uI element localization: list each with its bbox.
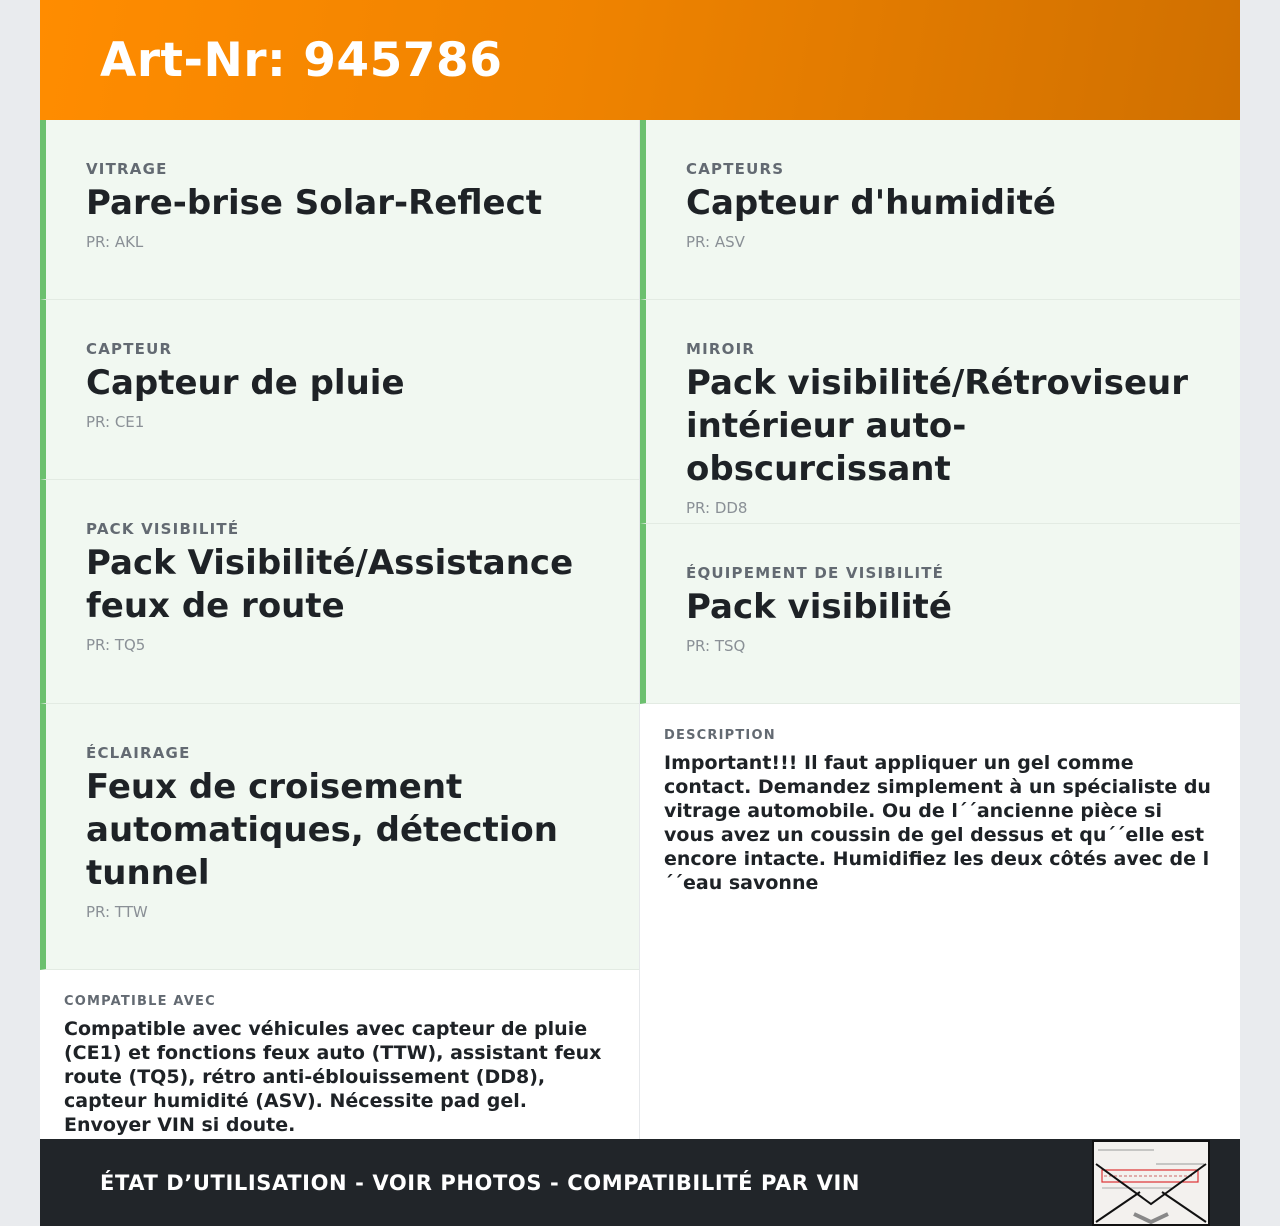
feature-card-eclairage bbox=[40, 704, 639, 970]
feature-pr-code: PR: TTW bbox=[86, 903, 148, 921]
envelope-icon bbox=[1094, 1142, 1208, 1224]
feature-category: ÉCLAIRAGE bbox=[86, 744, 191, 762]
compatibility-label: COMPATIBLE AVEC bbox=[64, 994, 216, 1009]
feature-title: Pare-brise Solar-Reflect bbox=[86, 183, 543, 223]
feature-card-capteur bbox=[40, 300, 639, 480]
feature-card-pack-visibilite bbox=[40, 480, 639, 704]
feature-card-miroir bbox=[640, 300, 1240, 524]
article-number-title: Art-Nr: 945786 bbox=[100, 32, 503, 88]
feature-card-vitrage bbox=[40, 120, 639, 300]
feature-card-capteurs bbox=[640, 120, 1240, 300]
feature-title: Feux de croisement automatiques, détection tunnel bbox=[86, 767, 558, 893]
feature-pr-code: PR: ASV bbox=[686, 233, 745, 251]
feature-category: CAPTEUR bbox=[86, 340, 173, 358]
feature-category: MIROIR bbox=[686, 340, 756, 358]
document-thumbnail-image bbox=[1092, 1140, 1210, 1226]
description-section bbox=[640, 704, 1240, 895]
features-column-right bbox=[640, 120, 1240, 1139]
feature-card-equipement-visibilite bbox=[640, 524, 1240, 704]
feature-title: Pack visibilité bbox=[686, 587, 952, 627]
feature-pr-code: PR: TQ5 bbox=[86, 636, 146, 654]
feature-pr-code: PR: TSQ bbox=[686, 637, 746, 655]
header-banner bbox=[40, 0, 1240, 120]
description-label: DESCRIPTION bbox=[664, 728, 776, 743]
compatibility-text: Compatible avec véhicules avec capteur de pluie (CE1) et fonctions feux auto (TTW), assistant feux route (TQ5), rétro anti-éblouissement (DD8), capteur humidité (ASV). Nécessite pad gel. Envoyer VIN si doute. bbox=[64, 1018, 602, 1136]
feature-category: ÉQUIPEMENT DE VISIBILITÉ bbox=[686, 564, 945, 582]
feature-pr-code: PR: CE1 bbox=[86, 413, 145, 431]
feature-title: Pack Visibilité/Assistance feux de route bbox=[86, 543, 574, 626]
compatibility-section bbox=[40, 970, 639, 1139]
features-column-left bbox=[40, 120, 640, 1139]
feature-pr-code: PR: AKL bbox=[86, 233, 144, 251]
feature-title: Capteur d'humidité bbox=[686, 183, 1056, 223]
feature-category: PACK VISIBILITÉ bbox=[86, 520, 240, 538]
description-text: Important!!! Il faut appliquer un gel comme contact. Demandez simplement à un spécialiste du vitrage automobile. Ou de l´´ancienne pièce si vous avez un coussin de gel dessus et qu´´elle est encore intacte. Humidifiez les deux côtés avec de l´´eau savonne bbox=[664, 752, 1211, 894]
footer-bar bbox=[40, 1139, 1240, 1226]
listing-page bbox=[40, 0, 1240, 1226]
feature-category: VITRAGE bbox=[86, 160, 168, 178]
features-grid bbox=[40, 120, 1240, 1139]
feature-pr-code: PR: DD8 bbox=[686, 499, 748, 517]
feature-title: Capteur de pluie bbox=[86, 363, 405, 403]
feature-title: Pack visibilité/Rétroviseur intérieur auto-obscurcissant bbox=[686, 363, 1188, 489]
footer-text: ÉTAT D’UTILISATION - VOIR PHOTOS - COMPATIBILITÉ PAR VIN bbox=[100, 1170, 861, 1195]
feature-category: CAPTEURS bbox=[686, 160, 785, 178]
